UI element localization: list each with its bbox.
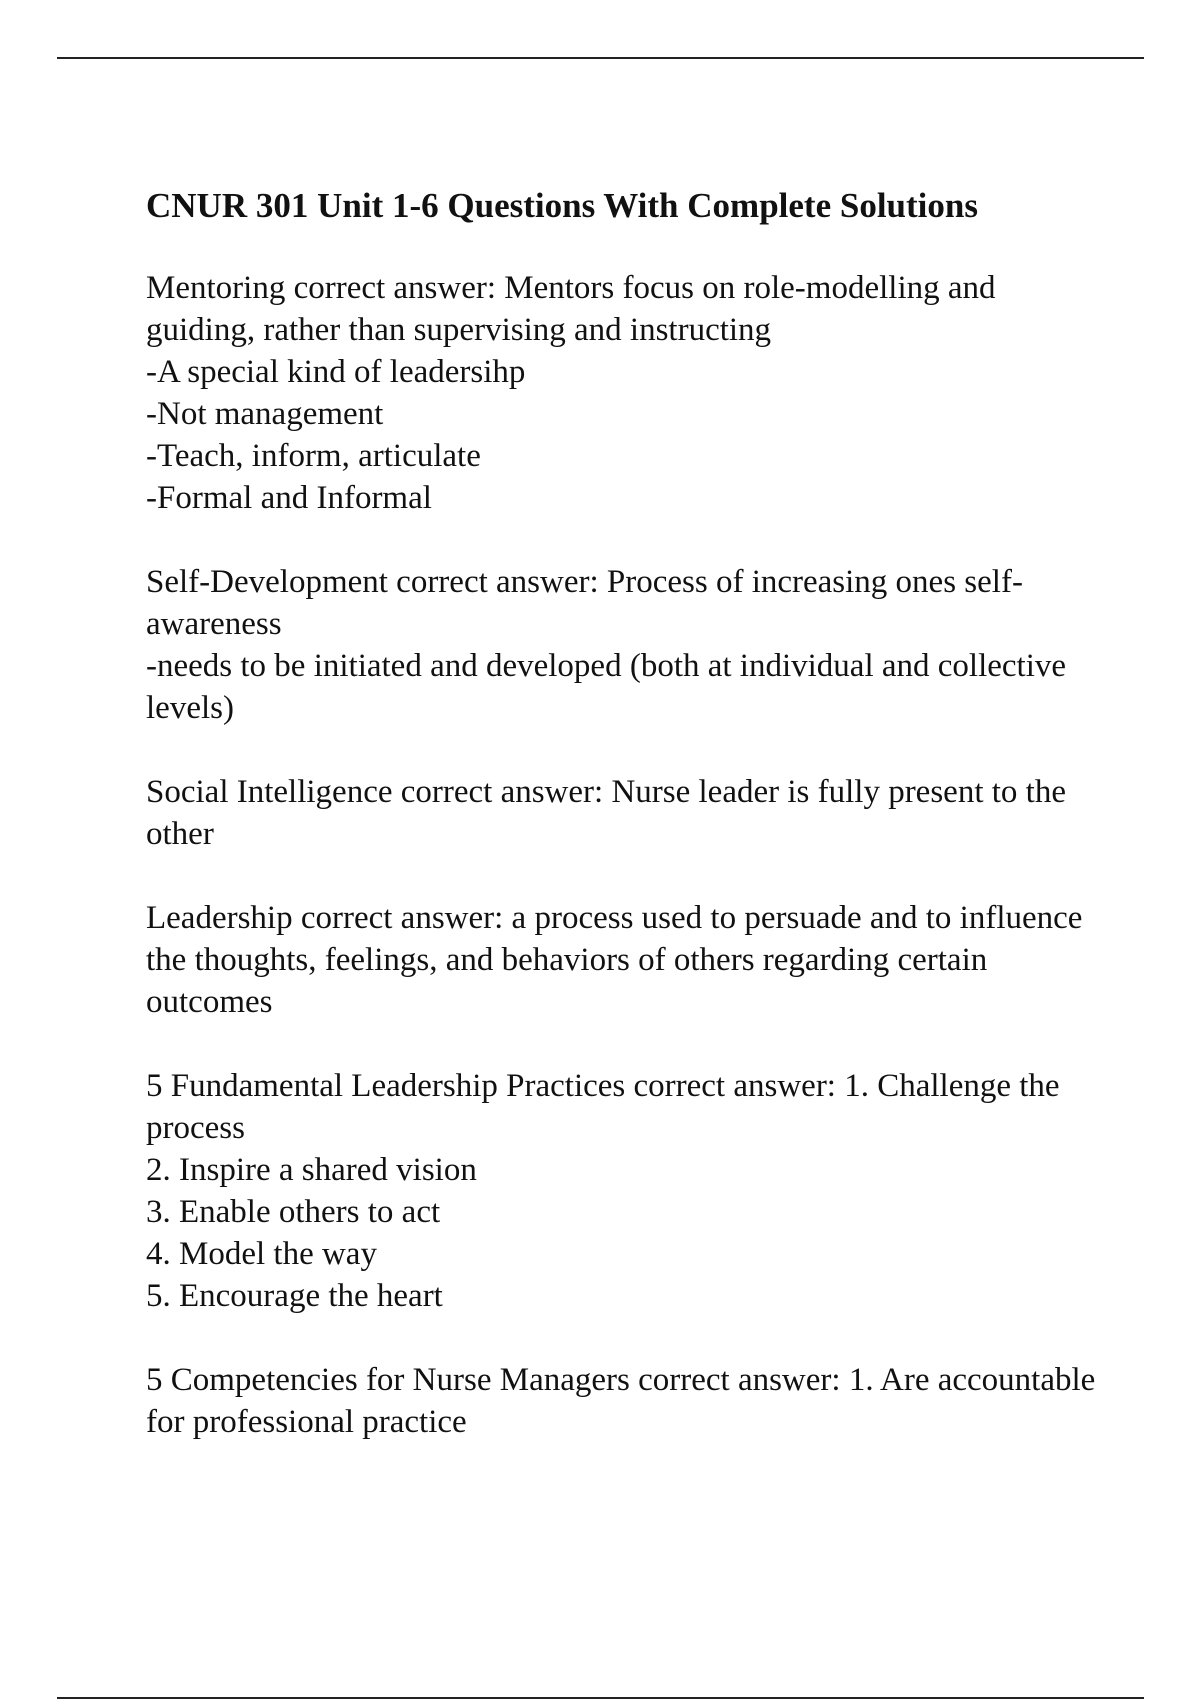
entry-text: Social Intelligence correct answer: Nurse leader is fully present to the other — [146, 774, 1066, 852]
entry-text: 5 Competencies for Nurse Managers correct answer: 1. Are accountable for professional practice — [146, 1362, 1096, 1440]
entry-line: -Not management — [146, 396, 384, 432]
entry-line: 4. Model the way — [146, 1236, 377, 1272]
entry-leadership-practices — [146, 1065, 1106, 1317]
entry-line: 3. Enable others to act — [146, 1194, 441, 1230]
entry-text: 5 Fundamental Leadership Practices correct answer: 1. Challenge the process — [146, 1068, 1060, 1146]
entry-line: 2. Inspire a shared vision — [146, 1152, 477, 1188]
entry-line: 5. Encourage the heart — [146, 1278, 443, 1314]
document-body — [146, 185, 1106, 1485]
entry-text: Self-Development correct answer: Process of increasing ones self-awareness — [146, 564, 1023, 642]
bottom-rule — [57, 1697, 1144, 1699]
entry-nurse-manager-competencies — [146, 1359, 1106, 1443]
entry-line: -needs to be initiated and developed (both at individual and collective levels) — [146, 648, 1067, 726]
top-rule — [57, 57, 1144, 59]
entry-self-development — [146, 561, 1106, 729]
entry-mentoring — [146, 267, 1106, 519]
entry-social-intelligence — [146, 771, 1106, 855]
entry-text: Mentoring correct answer: Mentors focus on role-modelling and guiding, rather than supervising and instructing — [146, 270, 996, 348]
document-title: CNUR 301 Unit 1-6 Questions With Complete Solutions — [146, 186, 978, 225]
entry-leadership — [146, 897, 1106, 1023]
entry-text: Leadership correct answer: a process used to persuade and to influence the thoughts, feelings, and behaviors of others regarding certain outcomes — [146, 900, 1083, 1020]
entry-line: -Formal and Informal — [146, 480, 432, 516]
entry-line: -A special kind of leadersihp — [146, 354, 526, 390]
entry-line: -Teach, inform, articulate — [146, 438, 481, 474]
